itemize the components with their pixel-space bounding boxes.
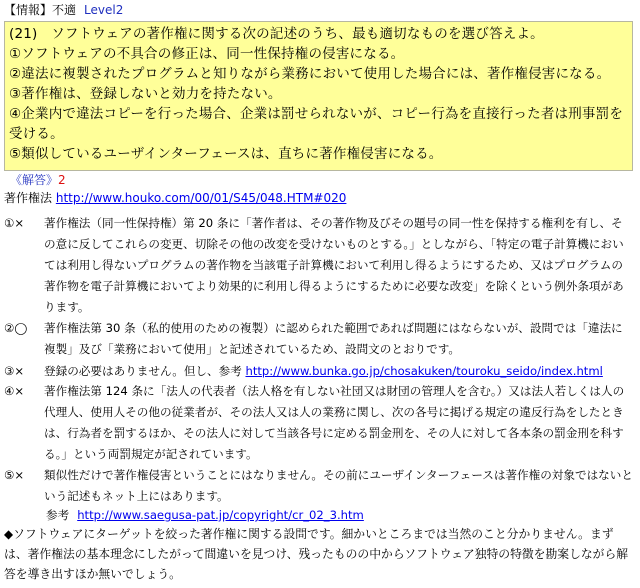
explanation-text-wrap bbox=[44, 361, 634, 382]
question-box bbox=[4, 21, 633, 171]
explanation-marker: ②◯ bbox=[4, 321, 28, 335]
reference-label: 参考 bbox=[46, 508, 70, 522]
reference-link[interactable]: http://www.saegusa-pat.jp/copyright/cr_02_3.htm bbox=[77, 508, 364, 522]
explanation-marker: ⑤× bbox=[4, 468, 25, 482]
answer-number: 2 bbox=[58, 173, 66, 187]
reference-line bbox=[46, 507, 364, 523]
question-header bbox=[4, 2, 123, 19]
category-label: 【情報】 bbox=[4, 3, 53, 17]
status-label: 不適 bbox=[52, 3, 77, 17]
law-label: 著作権法 bbox=[4, 191, 53, 205]
explanation-text: 類似性だけで著作権侵害ということにはなりません。その前にユーザインターフェースは著作権の対象ではないという記述もネット上にはあります。 bbox=[44, 468, 633, 503]
explanation-text: 著作権法第 30 条（私的使用のための複製）に認められた範囲であれば問題にはならないが、設問では「違法に複製」及び「業務において使用」と記述されているため、設問文のとおりです。 bbox=[44, 321, 623, 356]
explanation-text: 著作権法第 124 条に「法人の代表者（法人格を有しない社団又は財団の管理人を含む。）又は法人若しくは人の代理人、使用人その他の従業者が、その法人又は人の業務に関し、次の各号に掲げる規定の違反行為をしたときは、行為者を罰するほか、その法人に対して当該各号に定める罰金刑を、その人に対して各本条の罰金刑を科する。」という両罰規定が記されています。 bbox=[44, 384, 625, 461]
answer bbox=[10, 172, 66, 188]
explanation-text: 著作権法（同一性保持権）第 20 条に「著作者は、その著作物及びその題号の同一性を保持する権利を有し、その意に反してこれらの変更、切除その他の改変を受けないものとする。」としながら、「特定の電子計算機においては利用し得ないプログラムの著作物を当該電子計算機において利用し得るようにするため、又はプログラムの著作物を電子計算機においてより効果的に利用し得るようにするために必要な改変」を除くという例外条項があります。 bbox=[44, 216, 624, 314]
law-link[interactable]: http://www.houko.com/00/01/S45/048.HTM#020 bbox=[55, 191, 347, 205]
question-stem: (21) ソフトウェアの著作権に関する次の記述のうち、最も適切なものを選び答えよ。 bbox=[9, 26, 544, 42]
option-3: ③著作権は、登録しないと効力を持たない。 bbox=[9, 86, 282, 102]
answer-label: 《解答》 bbox=[10, 173, 59, 187]
explanation-marker: ③× bbox=[4, 364, 25, 378]
bunka-link[interactable]: http://www.bunka.go.jp/chosakuken/touroku_seido/index.html bbox=[245, 364, 603, 378]
commentary: ◆ソフトウェアにターゲットを絞った著作権に関する設問です。細かいところまでは当然のこと分かりません。まずは、著作権法の基本理念にしたがって間違いを見つけ、残ったものの中からソフトウェア独特の特徴を勘案しながら解答を導き出すほか無いでしょう。 bbox=[4, 527, 629, 581]
option-2: ②違法に複製されたプログラムと知りながら業務において使用した場合には、著作権侵害になる。 bbox=[9, 66, 611, 82]
level-label: Level2 bbox=[84, 3, 124, 17]
option-1: ①ソフトウェアの不具合の修正は、同一性保持権の侵害になる。 bbox=[9, 46, 405, 62]
explanation-marker: ④× bbox=[4, 384, 25, 398]
explanation-text: 登録の必要はありません。但し、参考 bbox=[44, 364, 242, 378]
law-reference bbox=[4, 190, 346, 206]
option-5: ⑤類似しているユーザインターフェースは、直ちに著作権侵害になる。 bbox=[9, 146, 443, 162]
explanation-marker: ①× bbox=[4, 216, 25, 230]
option-4: ④企業内で違法コピーを行った場合、企業は罰せられないが、コピー行為を直接行った者は刑事罰を受ける。 bbox=[9, 106, 624, 142]
